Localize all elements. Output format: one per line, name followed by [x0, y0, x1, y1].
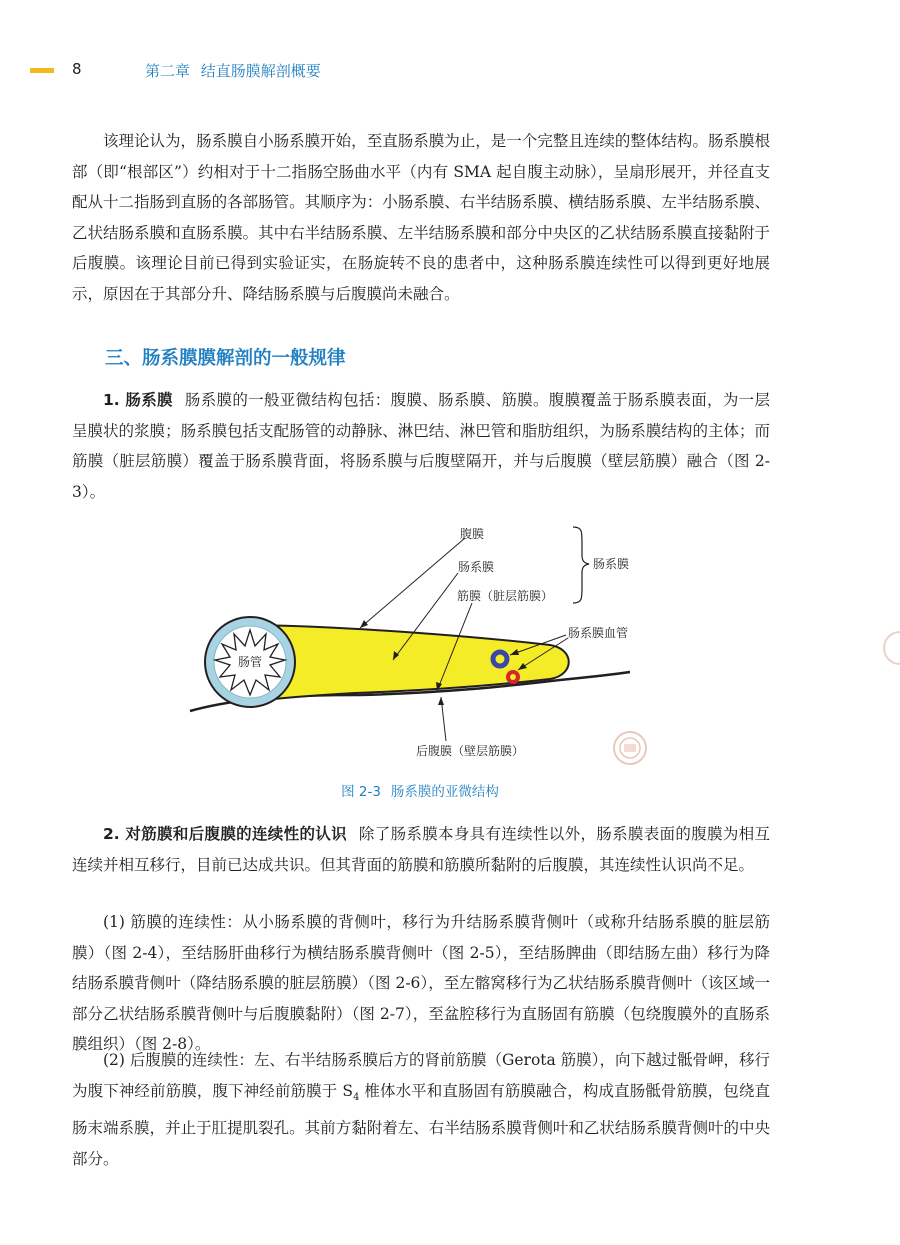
- figure-mesentery-structure: [180, 515, 680, 775]
- label-peritoneum: 腹膜: [460, 527, 485, 541]
- body-paragraph: [72, 1045, 770, 1174]
- section-heading: 三、肠系膜膜解剖的一般规律: [105, 348, 346, 369]
- label-mesentery: 肠系膜: [458, 560, 495, 574]
- label-retroperitoneum: 后腹膜（壁层筋膜）: [416, 744, 525, 758]
- bowel-label: 肠管: [237, 655, 263, 669]
- leader-peritoneum: [360, 538, 465, 628]
- item-title: 1. 肠系膜: [103, 391, 173, 409]
- body-paragraph-mesentery: [72, 385, 770, 507]
- watermark-stamp-icon: [612, 730, 648, 766]
- item-body: 肠系膜的一般亚微结构包括：腹膜、肠系膜、筋膜。腹膜覆盖于肠系膜表面，为一层呈膜状的浆膜；肠系膜包括支配肠管的动静脉、淋巴结、淋巴管和脂肪组织，为肠系膜结构的主体；而筋膜（脏层筋膜）覆盖于肠系膜背面，将肠系膜与后腹壁隔开，并与后腹膜（壁层筋膜）融合（图 2-3）。: [72, 391, 770, 501]
- body-paragraph: (1) 筋膜的连续性：从小肠系膜的背侧叶，移行为升结肠系膜背侧叶（或称升结肠系膜的脏层筋膜）（图 2-4），至结肠肝曲移行为横结肠系膜背侧叶（图 2-5），至结肠脾曲（即结肠左曲）移行为降结肠系膜背侧叶（降结肠系膜的脏层筋膜）（图 2-6），至左髂窝移行为乙状结肠系膜背侧叶（该区域一部分乙状结肠系膜背侧叶与后腹膜黏附）（图 2-7），至盆腔移行为直肠固有筋膜（包绕腹膜外的直肠系膜组织）（图 2-8）。: [72, 913, 770, 1054]
- text-run: 椎体水平和直肠固有筋膜融合，构成直肠骶骨筋膜，包绕直肠末端系膜，并止于肛提肌裂孔。其前方黏附着左、右半结肠系膜背侧叶和乙状结肠系膜背侧叶的中央部分。: [72, 1081, 770, 1168]
- chapter-title: 第二章 结直肠膜解剖概要: [145, 62, 321, 80]
- watermark-stamp-icon: [880, 630, 900, 666]
- label-fascia: 筋膜（脏层筋膜）: [457, 589, 554, 603]
- page-number: 8: [72, 60, 82, 78]
- body-paragraph-continuity: [72, 819, 770, 880]
- caption-number: 图 2-3: [341, 784, 381, 800]
- item-title: 2. 对筋膜和后腹膜的连续性的认识: [103, 825, 347, 843]
- text-run: (2) 后腹膜的连续性：左、右半结肠系膜后方的肾前筋膜（Gerota 筋膜），向下越过骶骨岬，移行为腹下神经前筋膜，腹下神经前筋膜于 S: [72, 1051, 770, 1100]
- mesentery-shape: [255, 625, 569, 700]
- caption-text: 肠系膜的亚微结构: [390, 784, 499, 800]
- subscript-4: 4: [352, 1091, 360, 1103]
- header-accent-bar: [30, 68, 54, 73]
- figure-caption: [0, 780, 840, 800]
- label-vessels: 肠系膜血管: [568, 626, 629, 640]
- group-brace: [573, 527, 589, 603]
- body-paragraph: 该理论认为，肠系膜自小肠系膜开始，至直肠系膜为止，是一个完整且连续的整体结构。肠系膜根部（即“根部区”）约相对于十二指肠空肠曲水平（内有 SMA 起自腹主动脉），呈扇形展开，并径直支配从十二指肠到直肠的各部肠管。其顺序为：小肠系膜、右半结肠系膜、横结肠系膜、左半结肠系膜、乙状结肠系膜和直肠系膜。其中右半结肠系膜、左半结肠系膜和部分中央区的乙状结肠系膜直接黏附于后腹膜。该理论目前已得到实验证实，在肠旋转不良的患者中，这种肠系膜连续性可以得到更好地展示，原因在于其部分升、降结肠系膜与后腹膜尚未融合。: [72, 132, 770, 303]
- label-mesentery-group: 肠系膜: [593, 557, 630, 571]
- item-body: 除了肠系膜本身具有连续性以外，肠系膜表面的腹膜为相互连续并相互移行，目前已达成共识。但其背面的筋膜和筋膜所黏附的后腹膜，其连续性认识尚不足。: [72, 825, 770, 874]
